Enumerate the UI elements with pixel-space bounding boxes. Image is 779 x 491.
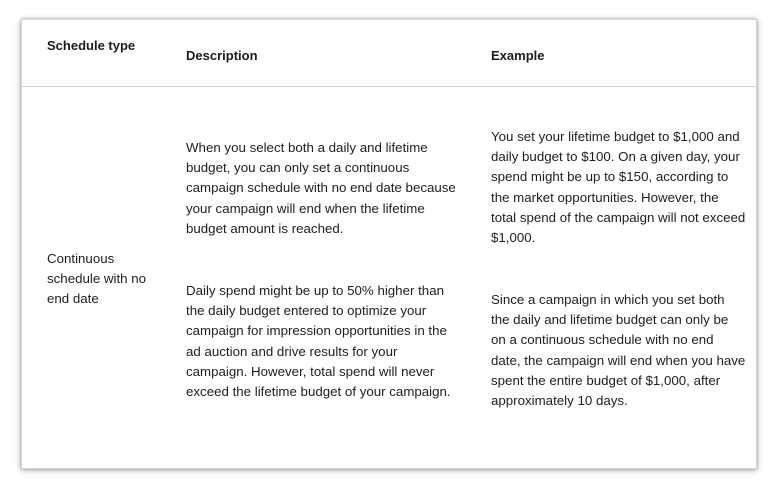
header-description: Description [186, 48, 258, 63]
cell-schedule-type: Continuous schedule with no end date [47, 251, 147, 307]
header-schedule-type: Schedule type [47, 38, 136, 53]
header-example: Example [491, 48, 545, 63]
table-header-row [22, 20, 756, 87]
cell-description-paragraph-1: When you select both a daily and lifetime budget, you can only set a continuous campaign schedule with no end date because your campaign will end when the lifetime budget amount is reached. [186, 140, 456, 236]
schedule-table-card [21, 19, 757, 469]
cell-description-paragraph-2: Daily spend might be up to 50% higher than the daily budget entered to optimize your campaign for impression opportunities in the ad auction and drive results for your campaign. However, total spend will never exceed the lifetime budget of your campaign. [186, 283, 451, 400]
cell-example-paragraph-1: You set your lifetime budget to $1,000 and daily budget to $100. On a given day, your spend might be up to $150, according to the market opportunities. However, the total spend of the campaign will not exceed $1,000. [491, 129, 746, 246]
cell-example-paragraph-2: Since a campaign in which you set both the daily and lifetime budget can only be on a continuous schedule with no end date, the campaign will end when you have spent the entire budget of $1,000, after approximately 10 days. [491, 292, 746, 409]
